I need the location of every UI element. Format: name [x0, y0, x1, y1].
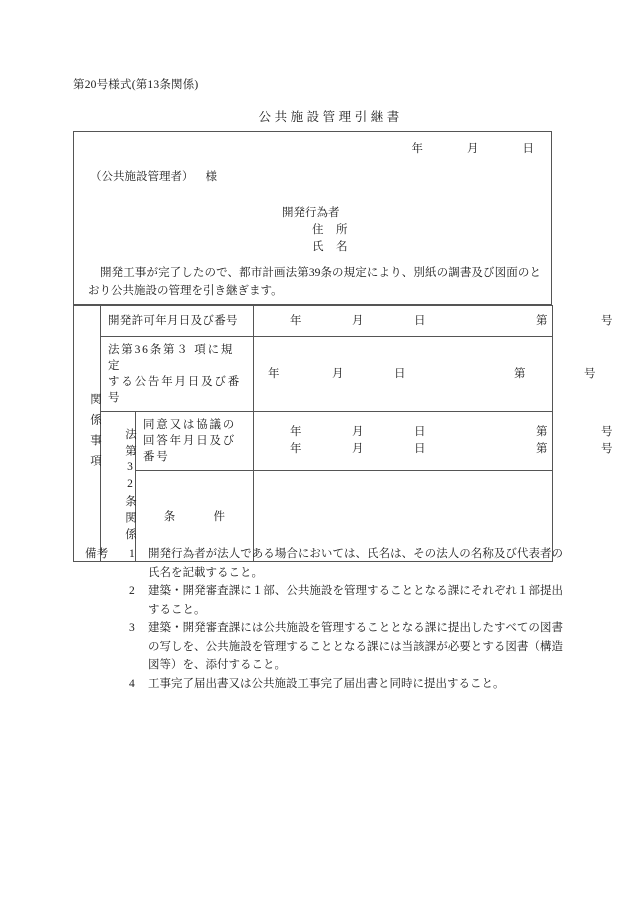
group-label-cell: [101, 412, 136, 562]
addressee-honorific: 様: [205, 171, 217, 183]
addressee-label: （公共施設管理者）: [90, 171, 194, 183]
date-row: [290, 441, 613, 458]
month-label: 月: [352, 443, 364, 455]
consent-date-value-cell[interactable]: [254, 412, 613, 471]
consent-date-label-cell: [136, 412, 254, 471]
month-label: 月: [352, 426, 364, 438]
day-label: 日: [394, 367, 406, 380]
number-suffix-label: 号: [601, 426, 613, 438]
date-day-label: 日: [522, 143, 534, 155]
number-suffix-label: 号: [584, 367, 596, 380]
day-label: 日: [414, 314, 426, 327]
remark-text: 建築・開発審査課に１部、公共施設を管理することとなる課にそれぞれ１部提出すること。: [148, 585, 563, 616]
consent-date-label: [136, 412, 253, 470]
remark-number: 2: [129, 585, 135, 597]
day-label: 日: [414, 426, 426, 438]
consent-date-fields: [254, 420, 613, 462]
remark-text: 建築・開発審査課には公共施設を管理することとなる課に提出したすべての図書の写しを、公共施設を管理することとなる課には当該課が必要とする図書（構造図等）を、添付すること。: [148, 622, 564, 671]
body-paragraph: [88, 264, 541, 300]
remark-number: 1: [129, 548, 135, 560]
year-label: 年: [268, 367, 280, 380]
table-row: [74, 306, 553, 337]
list-item: [85, 582, 563, 619]
group-label-text: 法第32条関係: [124, 428, 136, 545]
month-label: 月: [332, 367, 344, 380]
addressee-line: [90, 168, 217, 184]
side-label-text: 関係事項: [89, 392, 101, 475]
remarks-heading: 備考: [85, 548, 109, 560]
consent-date-label-line1: 同意又は協議の: [143, 419, 237, 431]
date-row: [290, 424, 613, 441]
number-suffix-label: 号: [601, 314, 613, 327]
number-prefix-label: 第: [536, 426, 548, 438]
date-year-label: 年: [411, 143, 423, 155]
notice-date-fields: [254, 362, 596, 387]
number-prefix-label: 第: [536, 443, 548, 455]
list-item: [85, 675, 563, 694]
notice-date-label-line2: する公告年月日及び番号: [108, 376, 241, 404]
year-label: 年: [290, 443, 302, 455]
number-prefix-label: 第: [514, 367, 526, 380]
date-field: [412, 140, 535, 156]
remark-number: 3: [129, 622, 135, 634]
permit-date-label: 開発許可年月日及び番号: [108, 315, 238, 327]
conditions-label: [136, 508, 253, 524]
remarks-section: [85, 545, 563, 693]
date-month-label: 月: [467, 143, 479, 155]
remark-text: 開発行為者が法人である場合においては、氏名は、その法人の名称及び代表者の氏名を記載すること。: [148, 548, 563, 579]
side-label-cell: [74, 306, 101, 562]
table-row: [74, 412, 553, 471]
applicant-role-label: 開発行為者: [282, 207, 340, 219]
date-row: [268, 366, 596, 383]
document-title: [0, 107, 630, 125]
remarks-list: [85, 545, 563, 693]
applicant-name-label: 氏 名: [312, 241, 348, 253]
remark-text: 工事完了届出書又は公共施設工事完了届出書と同時に提出すること。: [148, 677, 505, 690]
notice-date-label-cell: [101, 337, 254, 412]
notice-date-label: [101, 337, 253, 411]
list-item: [85, 545, 563, 582]
applicant-block: [282, 205, 348, 256]
header-box: [73, 131, 552, 305]
document-title-text: 公 共 施 設 管 理 引 継 書: [258, 110, 400, 124]
list-item: [85, 619, 563, 675]
permit-date-value-cell[interactable]: [254, 306, 613, 337]
form-number: 第20号様式(第13条関係): [73, 79, 199, 91]
remark-number: 4: [129, 677, 135, 690]
notice-date-label-line1: 法第36条第３ 項に規定: [108, 344, 235, 372]
permit-date-label-cell: [101, 306, 254, 337]
consent-date-label-line2: 回答年月日及び番号: [143, 435, 237, 463]
applicant-address-label: 住 所: [312, 224, 348, 236]
number-prefix-label: 第: [536, 314, 548, 327]
year-label: 年: [290, 426, 302, 438]
year-label: 年: [290, 314, 302, 327]
conditions-label-b: 件: [213, 511, 226, 523]
body-paragraph-text: 開発工事が完了したので、都市計画法第39条の規定により、別紙の調書及び図面のとおり公共施設の管理を引き継ぎます。: [88, 267, 541, 297]
related-matters-table: [73, 305, 613, 562]
number-suffix-label: 号: [601, 443, 613, 455]
permit-date-fields: [254, 309, 613, 334]
month-label: 月: [352, 314, 364, 327]
notice-date-value-cell[interactable]: [254, 337, 596, 412]
conditions-label-a: 条: [163, 511, 176, 523]
table-row: [74, 337, 553, 412]
date-row: [290, 313, 613, 330]
day-label: 日: [414, 443, 426, 455]
